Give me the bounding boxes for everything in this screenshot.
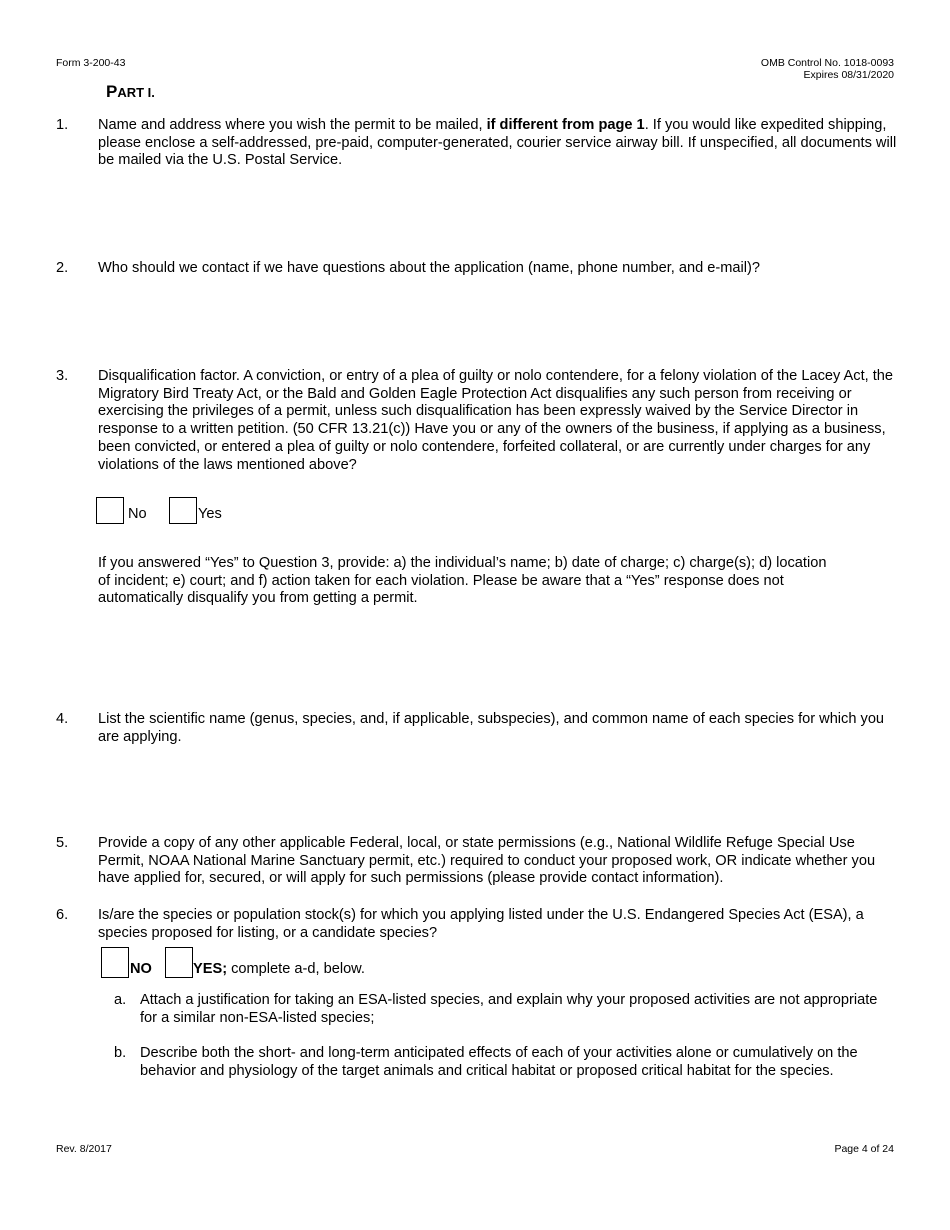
expiration-date: Expires 08/31/2020 (803, 69, 894, 81)
question-3-followup: If you answered “Yes” to Question 3, provide: a) the individual’s name; b) date of charge; c) charge(s); d) location of incident; e) court; and f) action taken for each violation. Please be aware that a “Yes” response does not automatically disqualify you from getting a permit. (98, 555, 827, 607)
q6-item-b-letter: b. (114, 1045, 127, 1061)
omb-control-text: OMB Control No. 1018-0093 (760, 57, 894, 69)
question-1-text-bold: if different from page 1 (486, 117, 645, 133)
part-title-rest: ART I. (117, 85, 155, 100)
q6-yes-label-suffix: complete a-d, below. (227, 961, 365, 977)
question-2-number: 2. (56, 260, 69, 276)
question-6-text: Is/are the species or population stock(s) for which you applying listed under the U.S. Endangered Species Act (ESA), a species proposed for listing, or a candidate species? (98, 907, 864, 941)
question-6-number: 6. (56, 907, 69, 923)
q3-no-checkbox[interactable] (96, 497, 124, 524)
question-1-text (98, 117, 898, 170)
question-5-number: 5. (56, 835, 69, 851)
q6-yes-label-bold: YES; (193, 961, 228, 977)
q6-yes-checkbox[interactable] (165, 947, 193, 978)
question-4-number: 4. (56, 711, 69, 727)
form-number: Form 3-200-43 (56, 57, 126, 69)
question-4-text: List the scientific name (genus, species, and, if applicable, subspecies), and common name of each species for which you are applying. (98, 711, 885, 745)
page-number: Page 4 of 24 (834, 1143, 894, 1155)
part-title (106, 82, 155, 102)
q6-yes-label (193, 961, 365, 979)
part-title-initial: P (106, 82, 118, 101)
q6-no-label: NO (130, 961, 152, 977)
q3-no-label: No (128, 506, 147, 522)
q3-yes-checkbox[interactable] (169, 497, 197, 524)
omb-control-number (761, 57, 894, 81)
q6-item-a-letter: a. (114, 992, 127, 1008)
question-3-number: 3. (56, 368, 69, 384)
question-3-text: Disqualification factor. A conviction, or entry of a plea of guilty or nolo contendere, for a felony violation of the Lacey Act, the Migratory Bird Treaty Act, or the Bald and Golden Eagle Protection Act disqualifies any such person from receiving or exercising the privileges of a permit, unless such disqualification has been expressly waived by the Service Director in response to a written petition. (50 CFR 13.21(c)) Have you or any of the owners of the business, if applying as a business, been convicted, or entered a plea of guilty or nolo contendere, forfeited collateral, or are currently under charges for any violations of the laws mentioned above? (98, 368, 894, 473)
question-1-text-end: . If you would like expedited shipping, please enclose a self-addressed, pre-paid, computer-generated, courier service airway bill. If unspecified, all documents will be mailed via the U.S. Postal Service. (98, 117, 897, 169)
q6-item-a-text: Attach a justification for taking an ESA-listed species, and explain why your proposed activities are not appropriate for a similar non-ESA-listed species; (140, 992, 878, 1026)
q6-no-checkbox[interactable] (101, 947, 129, 978)
question-2-text: Who should we contact if we have questions about the application (name, phone number, and e-mail)? (98, 260, 760, 276)
question-1-text-start: Name and address where you wish the permit to be mailed, (98, 117, 487, 133)
q6-item-b-text: Describe both the short- and long-term anticipated effects of each of your activities alone or cumulatively on the behavior and physiology of the target animals and critical habitat or proposed critical habitat for the species. (140, 1045, 858, 1079)
question-1-number: 1. (56, 117, 69, 133)
q3-yes-label: Yes (198, 506, 222, 522)
question-5-text: Provide a copy of any other applicable Federal, local, or state permissions (e.g., National Wildlife Refuge Special Use Permit, NOAA National Marine Sanctuary permit, etc.) required to conduct your proposed work, OR indicate whether you have applied for, secured, or will apply for such permissions (please provide contact information). (98, 835, 876, 887)
revision-date: Rev. 8/2017 (56, 1143, 112, 1155)
